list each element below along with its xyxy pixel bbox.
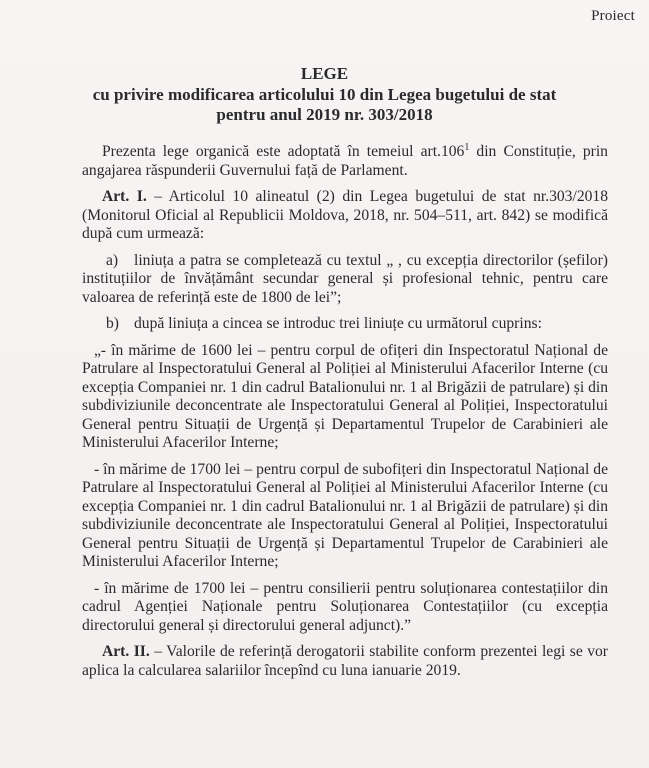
item-a-letter: a) [106, 251, 119, 269]
quoted-dash-2: - în mărime de 1700 lei – pentru corpul de subofițeri din Inspectoratul Național de Patrulare al Inspectoratului General al Poliției al Ministerului Afacerilor Interne (cu excepția Companiei nr. 1 din cadrul Batalionului nr. 1 al Brigăzii de patrulare) și din subdiviziunile deconcentrate ale Inspectoratului General al Poliției, Inspectoratului General pentru Situații de Urgență și Departamentul Trupelor de Carabinieri ale Ministerului Afacerilor Interne; [82, 460, 608, 570]
article-1-paragraph [82, 188, 608, 244]
item-b [82, 315, 608, 334]
article-2-text: – Valorile de referință derogatorii stabilite conform prezentei legi se vor aplica la calcularea salariilor începînd cu luna ianuarie 2019. [82, 643, 608, 679]
law-title-line-3: pentru anul 2019 nr. 303/2018 [216, 105, 433, 124]
article-1-text: – Articolul 10 alineatul (2) din Legea bugetului de stat nr.303/2018 (Monitorul Oficial al Republicii Moldova, 2018, nr. 504–511, art. 842) se modifică după cum urmează: [82, 188, 609, 242]
article-1-label: Art. I. [102, 188, 147, 205]
law-body [82, 143, 608, 688]
law-title-line-2: cu privire modificarea articolului 10 din Legea bugetului de stat [92, 85, 557, 104]
item-b-text: după liniuța a cincea se introduc trei liniuțe cu următorul cuprins: [134, 315, 542, 332]
draft-label: Proiect [591, 8, 635, 24]
preamble-text-1: Prezenta lege organică este adoptată în temeiul art.106 [102, 143, 465, 160]
preamble-paragraph [82, 143, 608, 180]
item-b-letter: b) [106, 315, 119, 332]
quoted-dash-3: - în mărime de 1700 lei – pentru consilierii pentru soluționarea contestațiilor din cadrul Agenției Naționale pentru Soluționarea Contestațiilor (cu excepția directorului general și directorului general adjunct).” [82, 579, 608, 634]
item-a-text: liniuța a patra se completează cu textul „ , cu excepția directorilor (șefilor) instituțiilor de învățământ secundar general și profesional tehnic, pentru care valoarea de referință este de 1800 de lei”; [82, 251, 608, 306]
quoted-dash-1: „- în mărime de 1600 lei – pentru corpul de ofițeri din Inspectoratul Național de Patrulare al Inspectoratului General al Poliției al Ministerului Afacerilor Interne (cu excepția Companiei nr. 1 din cadrul Batalionului nr. 1 al Brigăzii de patrulare) și din subdiviziunile deconcentrate ale Inspectoratului General al Poliției, Inspectoratului General pentru Situații de Urgență și Departamentul Trupelor de Carabinieri ale Ministerului Afacerilor Interne; [82, 341, 608, 451]
preamble-text-2: din Constituție, prin angajarea răspunderii Guvernului față de Parlament. [82, 143, 608, 179]
preamble-superscript: 1 [464, 141, 470, 153]
article-2-label: Art. II. [102, 643, 150, 660]
article-2-paragraph [82, 643, 608, 680]
law-title [0, 64, 649, 125]
item-a [82, 252, 608, 308]
law-title-heading: LEGE [300, 64, 349, 83]
